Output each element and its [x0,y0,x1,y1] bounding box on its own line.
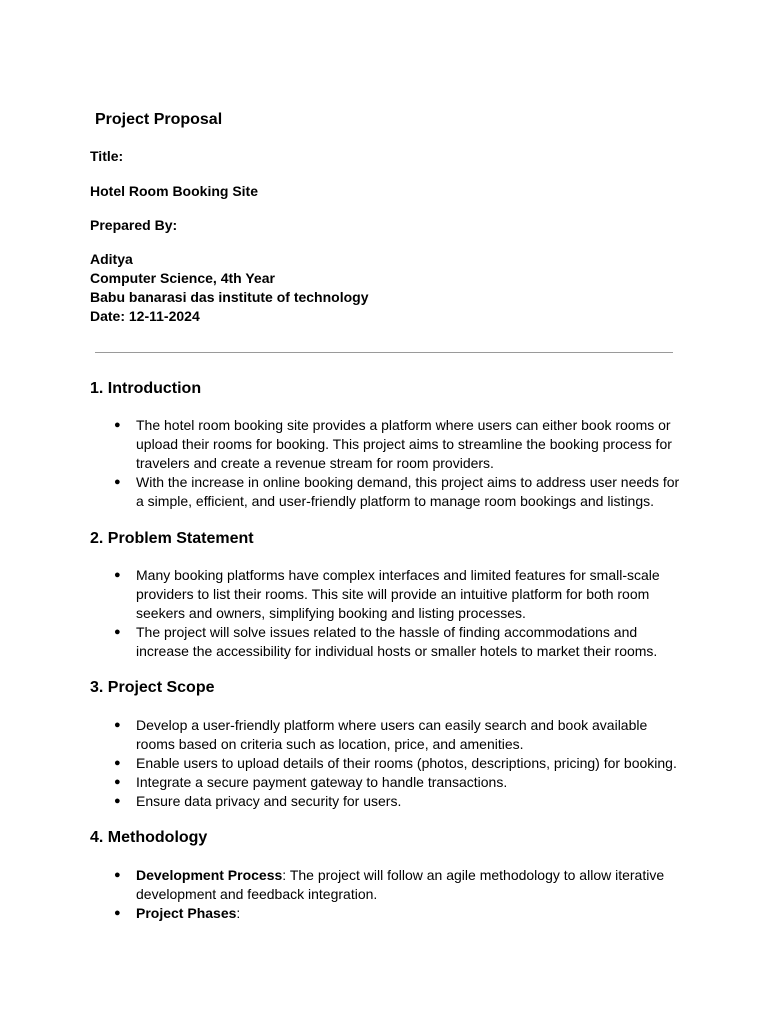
proposal-date: Date: 12-11-2024 [90,308,200,324]
list-item [114,773,684,792]
bullet-icon: ● [114,869,121,881]
list-item [114,904,684,923]
bullet-icon: ● [114,419,121,431]
list-item-text: Integrate a secure payment gateway to handle transactions. [136,774,508,790]
list-item-text: increase the accessibility for individual hosts or smaller hotels to market their rooms. [136,643,658,659]
author-name: Aditya [90,251,133,267]
bullet-icon: ● [114,795,121,807]
list-item-text: rooms based on criteria such as location, price, and amenities. [136,736,524,752]
bullet-icon: ● [114,626,121,638]
horizontal-divider [95,352,673,353]
project-phases-text: : [236,905,241,921]
author-institute: Babu banarasi das institute of technology [90,289,369,305]
prepared-by-label: Prepared By: [90,217,178,233]
list-item-text [136,904,684,923]
list-item-text: travelers and create a revenue stream for room providers. [136,455,494,471]
section-heading-methodology: 4. Methodology [90,829,208,846]
list-item [114,866,684,904]
list-item [114,566,684,623]
list-item-text: Ensure data privacy and security for users. [136,793,402,809]
bullet-icon: ● [114,569,121,581]
list-item-text: The project will solve issues related to the hassle of finding accommodations and [136,624,638,640]
bullet-icon: ● [114,907,121,919]
list-item-text: seekers and owners, simplifying booking and listing processes. [136,605,526,621]
list-item-text: With the increase in online booking demand, this project aims to address user needs for [136,474,680,490]
list-item-text: development and feedback integration. [136,886,378,902]
list-item-text: Many booking platforms have complex interfaces and limited features for small-scale [136,567,660,583]
list-item [114,716,684,754]
list-item-text: The hotel room booking site provides a platform where users can either book rooms or [136,417,671,433]
introduction-list [114,416,684,511]
list-item-text: providers to list their rooms. This site will provide an intuitive platform for both room [136,586,650,602]
bullet-icon: ● [114,776,121,788]
list-item-text: Develop a user-friendly platform where users can easily search and book available [136,717,648,733]
bullet-icon: ● [114,476,121,488]
section-heading-problem-statement: 2. Problem Statement [90,530,254,547]
development-process-label: Development Process [136,867,283,883]
list-item-text: a simple, efficient, and user-friendly platform to manage room bookings and listings. [136,493,655,509]
list-item [114,754,684,773]
methodology-list [114,866,684,923]
bullet-icon: ● [114,719,121,731]
page-title: Project Proposal [95,111,223,128]
list-item-text [136,866,684,885]
title-value: Hotel Room Booking Site [90,183,258,199]
list-item [114,473,684,511]
list-item-text: Enable users to upload details of their rooms (photos, descriptions, pricing) for booking. [136,755,677,771]
development-process-text: : The project will follow an agile methodology to allow iterative [282,867,665,883]
problem-statement-list [114,566,684,661]
project-phases-label: Project Phases [136,905,237,921]
list-item-text: upload their rooms for booking. This project aims to streamline the booking process for [136,436,672,452]
project-scope-list [114,716,684,811]
list-item [114,416,684,473]
title-label: Title: [90,148,124,164]
list-item [114,623,684,661]
author-program: Computer Science, 4th Year [90,270,275,286]
list-item [114,792,684,811]
bullet-icon: ● [114,757,121,769]
section-heading-introduction: 1. Introduction [90,380,202,397]
section-heading-project-scope: 3. Project Scope [90,679,215,696]
